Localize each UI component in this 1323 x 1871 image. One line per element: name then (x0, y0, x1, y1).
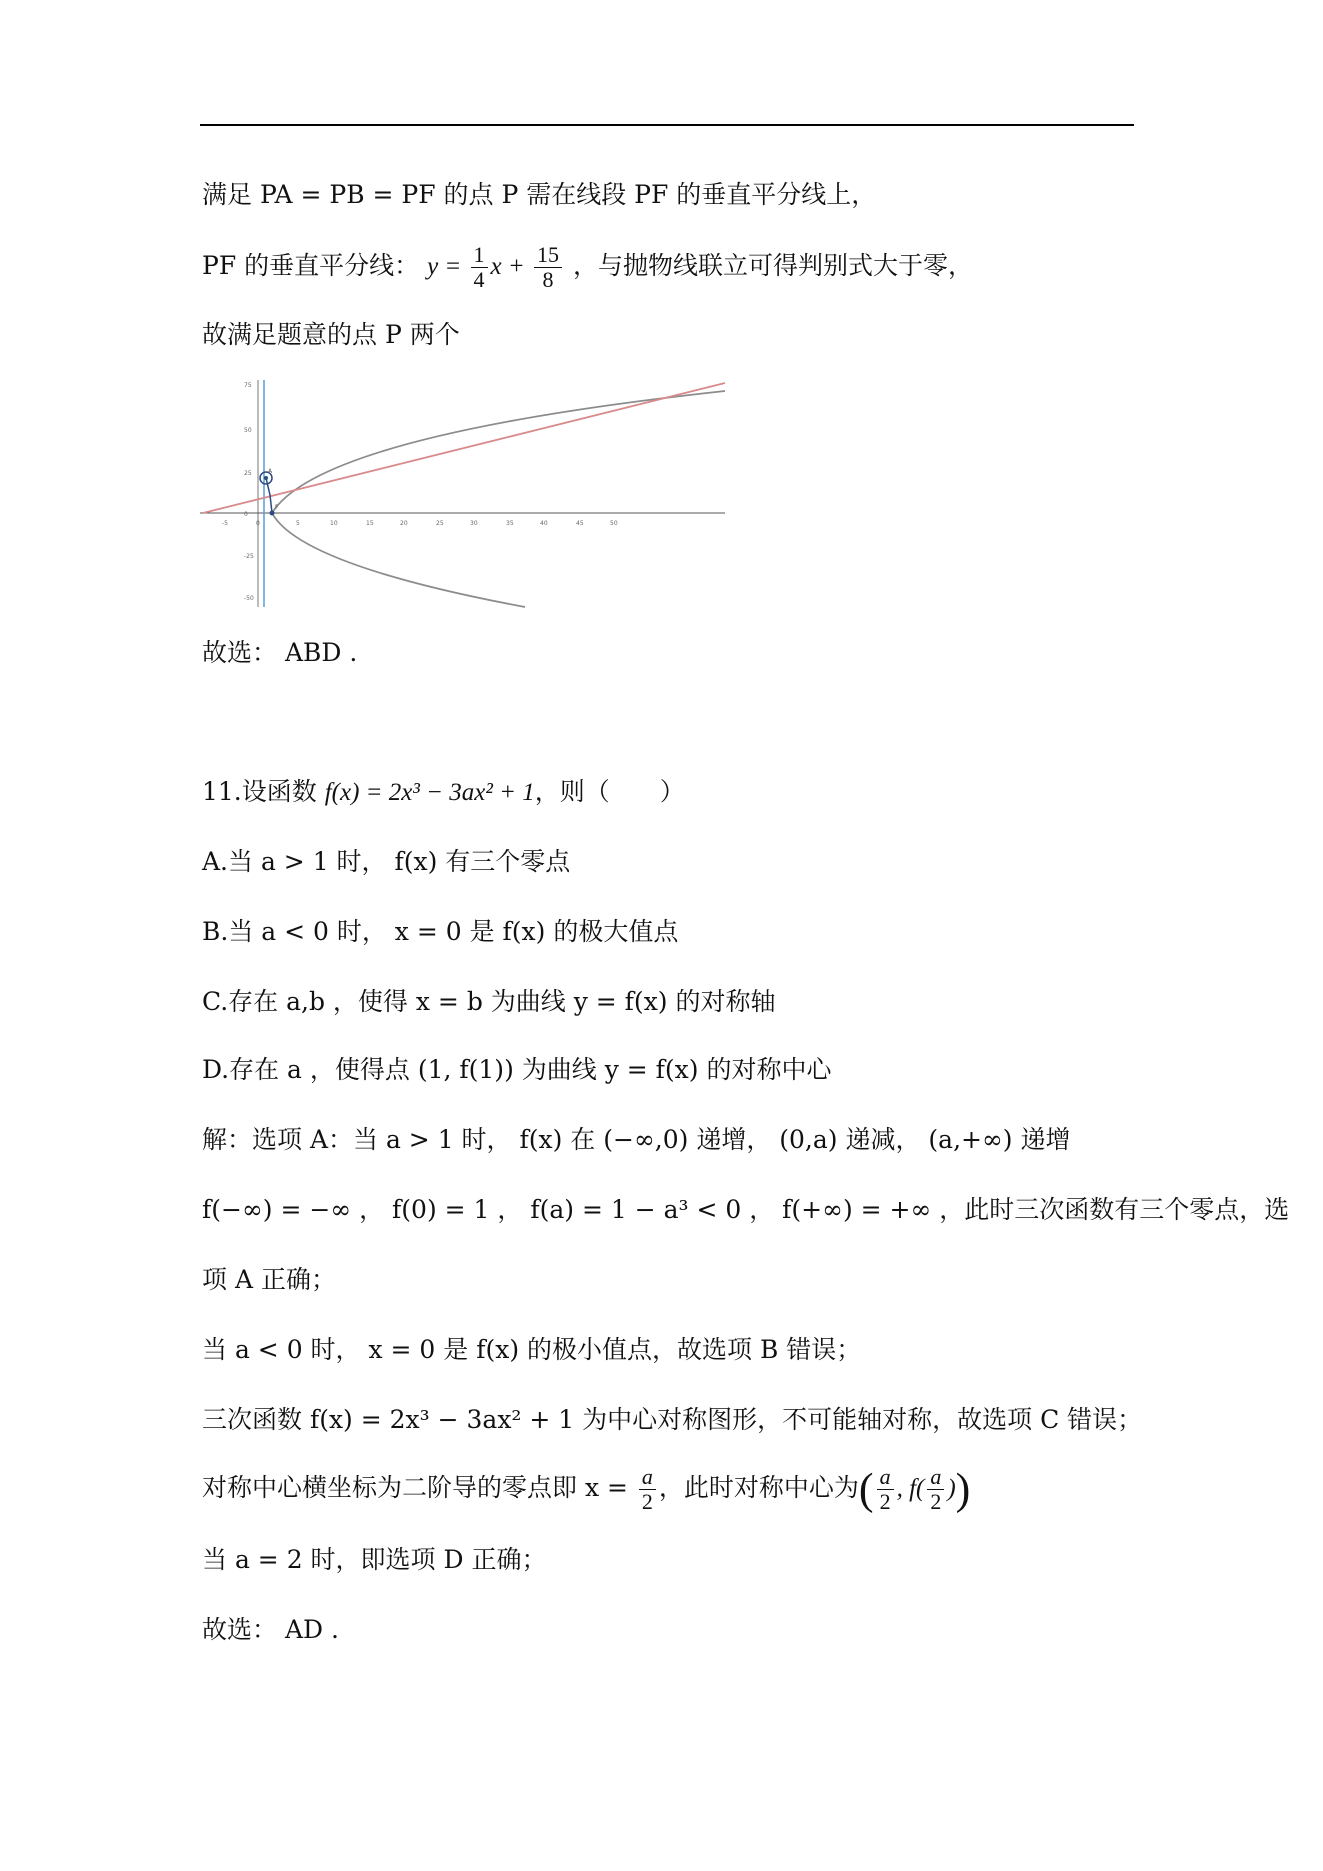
intro-line-2-prefix: PF 的垂直平分线： (202, 251, 420, 280)
x-tick-label: 20 (400, 520, 408, 527)
y-tick-label: 50 (244, 427, 252, 434)
x-tick-label: 45 (576, 520, 584, 527)
solution-line-3: 项 A 正确； (202, 1265, 336, 1294)
header-rule (200, 124, 1134, 126)
x-tick-label: 5 (296, 520, 300, 527)
paren-open: ( (858, 1464, 874, 1514)
frac-den: 2 (930, 1489, 942, 1514)
frac-den: 4 (473, 267, 485, 292)
frac-15-8 (534, 243, 562, 292)
q11-stem-suffix: ，则（ ） (534, 777, 685, 806)
option-c: C.存在 a,b ，使得 x = b 为曲线 y = f(x) 的对称轴 (202, 987, 776, 1016)
perpendicular-bisector (203, 383, 725, 513)
parabola-figure (200, 375, 730, 610)
option-a: A.当 a > 1 时， f(x) 有三个零点 (202, 847, 571, 876)
intro-line-2-suffix: ，与抛物线联立可得判别式大于零， (572, 251, 973, 280)
frac-num: 15 (534, 243, 562, 268)
frac-num: a (877, 1465, 894, 1490)
point-f-label: F (275, 504, 279, 511)
x-tick-label: 35 (506, 520, 514, 527)
y-tick-labels (244, 382, 254, 602)
option-d: D.存在 a ，使得点 (1, f(1)) 为曲线 y = f(x) 的对称中心 (202, 1055, 832, 1084)
x-tick-label: -5 (222, 520, 228, 527)
frac-den: 2 (641, 1489, 653, 1514)
eq-x: x + (490, 253, 532, 280)
x-tick-label: 50 (610, 520, 618, 527)
y-tick-label: 75 (244, 382, 252, 389)
frac-num: a (927, 1465, 944, 1490)
x-tick-label: 40 (540, 520, 548, 527)
frac-num: a (639, 1465, 656, 1490)
frac-1-4 (471, 243, 488, 292)
q11-stem-prefix: 11.设函数 (202, 777, 325, 806)
y-tick-label: 0 (244, 511, 248, 518)
x-tick-label: 15 (366, 520, 374, 527)
frac-num: 1 (471, 243, 488, 268)
paren-close: ) (955, 1464, 971, 1514)
frac-a-2 (877, 1465, 894, 1514)
q11-stem (202, 775, 685, 810)
prev-answer: 故选： ABD . (202, 638, 358, 667)
sol6-f-close: ) (947, 1475, 956, 1502)
solution-line-5: 三次函数 f(x) = 2x³ − 3ax² + 1 为中心对称图形，不可能轴对称，故选项 C 错误； (202, 1405, 1143, 1434)
x-tick-label: 25 (436, 520, 444, 527)
y-tick-label: -50 (244, 595, 254, 602)
eq-y: y = (427, 253, 468, 280)
solution-line-4: 当 a < 0 时， x = 0 是 f(x) 的极小值点，故选项 B 错误； (202, 1335, 862, 1364)
frac-a-2 (927, 1465, 944, 1514)
option-b: B.当 a < 0 时， x = 0 是 f(x) 的极大值点 (202, 917, 679, 946)
parabola-lower (272, 513, 525, 607)
q11-function: f(x) = 2x³ − 3ax² + 1 (324, 779, 535, 806)
intro-line-3: 故满足题意的点 P 两个 (202, 320, 460, 349)
final-answer: 故选： AD . (202, 1615, 339, 1644)
intro-line-2 (202, 243, 973, 292)
x-tick-label: 10 (330, 520, 338, 527)
x-tick-label: 30 (470, 520, 478, 527)
solution-line-6 (202, 1465, 970, 1514)
frac-den: 2 (879, 1489, 891, 1514)
frac-den: 8 (542, 267, 554, 292)
sol6-f: , f( (896, 1475, 925, 1502)
solution-line-1: 解：选项 A：当 a > 1 时， f(x) 在 (−∞,0) 递增， (0,a) 递减， (a,+∞) 递增 (202, 1125, 1071, 1154)
frac-a-2 (639, 1465, 656, 1514)
sol6-mid: ，此时对称中心为 (658, 1473, 859, 1502)
x-tick-label: 0 (256, 520, 260, 527)
y-tick-label: -25 (244, 553, 254, 560)
intro-line-1: 满足 PA = PB = PF 的点 P 需在线段 PF 的垂直平分线上， (202, 180, 877, 209)
parabola-upper (272, 391, 725, 513)
point-a-label: A (268, 468, 273, 475)
point-f-dot (270, 511, 275, 516)
y-tick-label: 25 (244, 470, 252, 477)
solution-line-2: f(−∞) = −∞ ， f(0) = 1 ， f(a) = 1 − a³ < 0 ， f(+∞) = +∞ ，此时三次函数有三个零点，选 (202, 1195, 1290, 1224)
sol6-prefix: 对称中心横坐标为二阶导的零点即 x = (202, 1473, 636, 1502)
solution-line-7: 当 a = 2 时，即选项 D 正确； (202, 1545, 547, 1574)
